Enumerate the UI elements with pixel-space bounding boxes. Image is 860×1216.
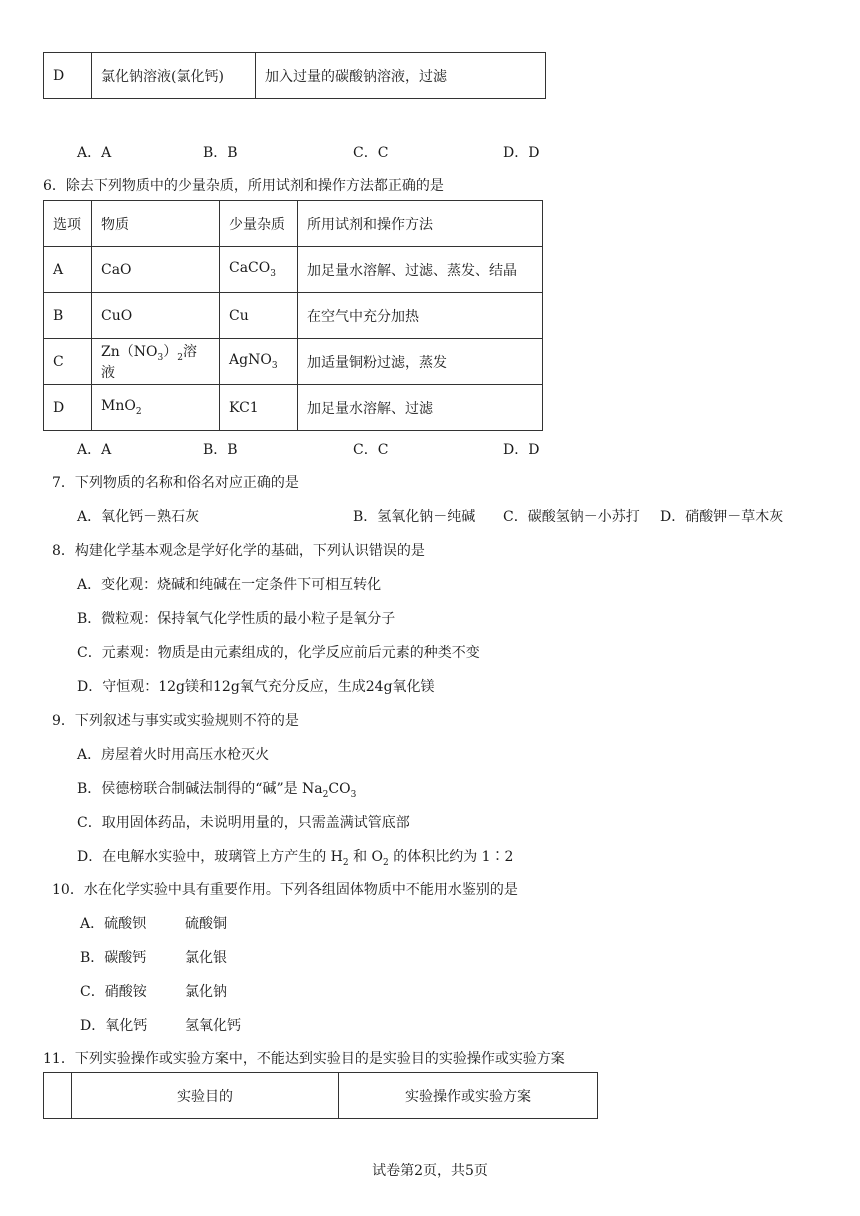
header-substance: 物质 [92,201,220,247]
impurity-cell: KC1 [220,385,298,431]
substance-cell: CaO [92,247,220,293]
option-label: B．碳酸钙 [80,950,147,966]
header-blank [44,1073,72,1119]
method-cell: 加入过量的碳酸钠溶液，过滤 [256,53,546,99]
option-cell: D [44,53,92,99]
subscript: 3 [157,352,164,363]
option-a: A．氧化钙－熟石灰 [77,509,200,525]
option-c: C．C [353,442,389,458]
q11-table [43,1072,598,1119]
subscript: 2 [135,406,142,417]
header-operation: 实验操作或实验方案 [339,1073,598,1119]
subscript: 3 [271,360,278,371]
q8-option-d: D．守恒观：12g镁和12g氧气充分反应，生成24g氧化镁 [77,679,435,695]
table-header-row [44,1073,598,1119]
option-pair: 氯化银 [185,950,227,966]
table-row [44,293,543,339]
header-option: 选项 [44,201,92,247]
option-cell: B [44,293,92,339]
method-cell: 加足量水溶解、过滤、蒸发、结晶 [298,247,543,293]
substance-text-end: 溶液 [101,343,197,382]
option-c: C．碳酸氢钠－小苏打 [503,509,640,525]
impurity-cell: Cu [220,293,298,339]
q8-option-a: A．变化观：烧碱和纯碱在一定条件下可相互转化 [77,577,382,593]
impurity-text: CaCO [229,260,271,277]
option-d-text: D．在电解水实验中，玻璃管上方产生的 H [77,849,343,865]
option-b: B．B [203,145,238,161]
subscript: 2 [322,789,329,800]
option-pair: 氢氧化钙 [185,1018,241,1034]
header-method: 所用试剂和操作方法 [298,201,543,247]
option-cell: D [44,385,92,431]
q8-stem: 8．构建化学基本观念是学好化学的基础，下列认识错误的是 [52,543,425,559]
impurity-cell [220,247,298,293]
header-purpose: 实验目的 [72,1073,339,1119]
header-impurity: 少量杂质 [220,201,298,247]
option-pair: 氯化钠 [185,984,227,1000]
option-b-text: B．侯德榜联合制碱法制得的“碱”是 Na [77,781,323,797]
q8-option-c: C．元素观：物质是由元素组成的，化学反应前后元素的种类不变 [77,645,480,661]
option-a: A．A [77,145,112,161]
subscript: 2 [342,857,349,868]
subscript: 3 [350,789,357,800]
option-pair: 硫酸铜 [185,916,227,932]
option-d: D．D [503,145,540,161]
substance-text-mid: ） [163,343,178,360]
option-cell: C [44,339,92,385]
q6-stem: 6．除去下列物质中的少量杂质，所用试剂和操作方法都正确的是 [43,178,444,194]
substance-cell: CuO [92,293,220,339]
q6-table [43,200,543,431]
option-label: D．氧化钙 [80,1018,148,1034]
q9-option-c: C．取用固体药品，未说明用量的，只需盖满试管底部 [77,815,410,831]
option-cell: A [44,247,92,293]
q11-stem: 11．下列实验操作或实验方案中，不能达到实验目的是实验目的实验操作或实验方案 [43,1051,565,1067]
subscript: 3 [270,268,276,279]
option-b: B．氢氧化钠－纯碱 [353,509,476,525]
option-b: B．B [203,442,238,458]
option-label: C．硝酸铵 [80,984,147,1000]
option-b-text-mid: CO [328,781,351,797]
substance-cell [92,339,220,385]
q9-option-d [77,846,513,868]
substance-cell [92,385,220,431]
q9-option-b [77,778,356,800]
top-table [43,52,546,99]
table-header-row [44,201,543,247]
q7-stem: 7．下列物质的名称和俗名对应正确的是 [52,475,299,491]
option-d: D．硝酸钾－草木灰 [660,509,784,525]
q9-stem: 9．下列叙述与事实或实验规则不符的是 [52,713,299,729]
substance-text: MnO [101,398,136,415]
option-d: D．D [503,442,540,458]
method-cell: 加足量水溶解、过滤 [298,385,543,431]
subscript: 2 [383,857,389,868]
q9-option-a: A．房屋着火时用高压水枪灭火 [77,747,270,763]
q8-option-b: B．微粒观：保持氧气化学性质的最小粒子是氧分子 [77,611,396,627]
option-d-text-end: 的体积比约为 1∶2 [388,849,514,865]
method-cell: 在空气中充分加热 [298,293,543,339]
q10-stem: 10．水在化学实验中具有重要作用。下列各组固体物质中不能用水鉴别的是 [52,882,518,898]
method-cell: 加适量铜粉过滤，蒸发 [298,339,543,385]
option-label: A．硫酸钡 [80,916,147,932]
table-row [44,247,543,293]
page-footer: 试卷第2页，共5页 [372,1163,488,1179]
option-a: A．A [77,442,112,458]
impurity-cell [220,339,298,385]
table-row [44,339,543,385]
impurity-text: AgNO [229,352,272,369]
option-d-text-mid: 和 O [348,849,384,865]
substance-cell: 氯化钠溶液(氯化钙) [92,53,256,99]
substance-text: Zn（NO [101,343,158,360]
table-row [44,385,543,431]
subscript: 2 [177,352,183,363]
option-c: C．C [353,145,389,161]
table-row [44,53,546,99]
